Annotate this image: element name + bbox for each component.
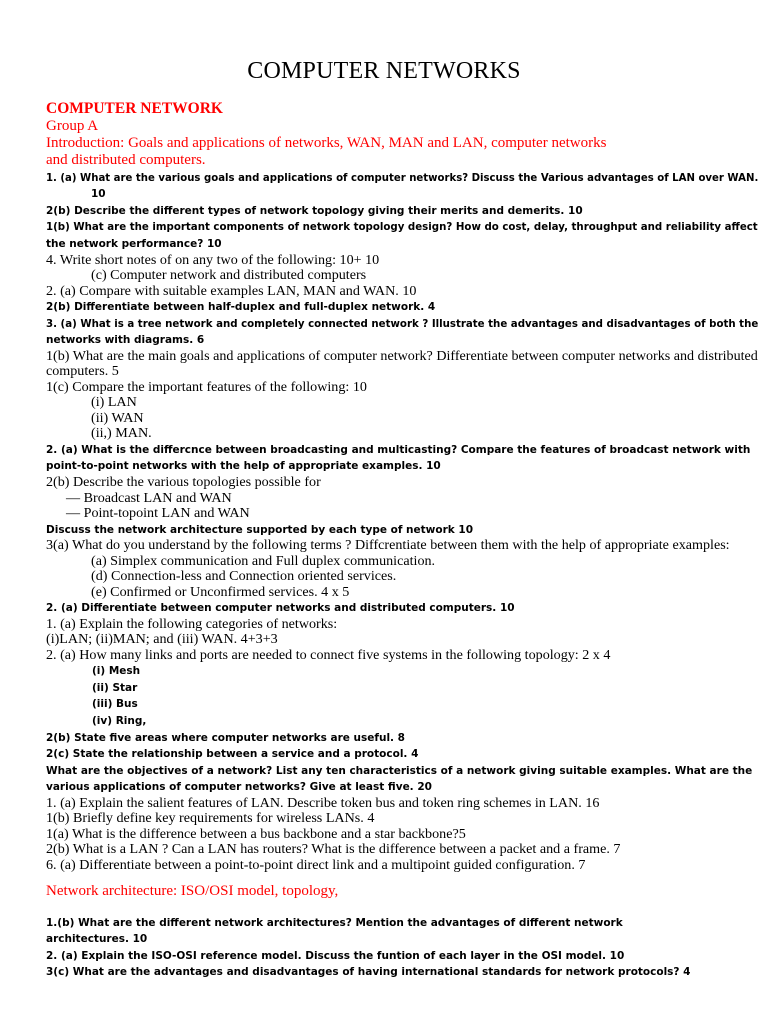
text-line: 1(b) Briefly define key requirements for wireless LANs. 4 (46, 810, 375, 827)
text-line: Group A (46, 118, 99, 134)
text-line: 1. (a) Explain the following categories of networks: (46, 615, 338, 632)
text-line: (ii,) MAN. (91, 425, 152, 442)
text-line: (ii) WAN (91, 409, 144, 426)
text-line: (e) Confirmed or Unconfirmed services. 4 x 5 (91, 583, 350, 600)
text-line: What are the objectives of a network? List any ten characteristics of a network giving suitable examples. What are the (46, 764, 753, 777)
text-line: 2. (a) Explain the ISO-OSI reference model. Discuss the funtion of each layer in the OSI model. 10 (46, 949, 625, 962)
text-line: 6. (a) Differentiate between a point-to-point direct link and a multipoint guided configuration. 7 (46, 856, 586, 873)
text-line: (i) LAN (91, 394, 137, 411)
text-line: (i)LAN; (ii)MAN; and (iii) WAN. 4+3+3 (46, 631, 278, 648)
text-line: (iv) Ring, (92, 715, 147, 728)
text-line: 1(a) What is the difference between a bus backbone and a star backbone?5 (46, 825, 466, 842)
text-line: (iii) Bus (92, 698, 138, 711)
text-line: 1(c) Compare the important features of the following: 10 (46, 378, 367, 395)
text-line: (i) Mesh (92, 665, 141, 678)
text-line: Network architecture: ISO/OSI model, topology, (46, 883, 339, 900)
document-title: COMPUTER NETWORKS (247, 58, 521, 84)
text-line: 10 (91, 188, 106, 201)
text-line: (ii) Star (92, 681, 138, 694)
text-line: 2(c) State the relationship between a service and a protocol. 4 (46, 748, 419, 761)
text-line: the network performance? 10 (46, 237, 222, 250)
text-line: 1(b) What are the main goals and applications of computer network? Differentiate between computer networks and distributed (46, 347, 758, 364)
text-line: (a) Simplex communication and Full duplex communication. (91, 552, 436, 569)
text-line: 1.(b) What are the different network architectures? Mention the advantages of different network (46, 916, 623, 929)
text-line: 3(a) What do you understand by the following terms ? Diffcrentiate between them with the help of appropriate examples: (46, 537, 730, 554)
text-line: computers. 5 (46, 363, 119, 380)
text-line: point-to-point networks with the help of appropriate examples. 10 (46, 460, 441, 473)
text-line: — Broadcast LAN and WAN (66, 489, 232, 506)
text-line: (d) Connection-less and Connection oriented services. (91, 568, 397, 585)
text-line: 3(c) What are the advantages and disadvantages of having international standards for network protocols? 4 (46, 966, 691, 979)
text-line: networks with diagrams. 6 (46, 334, 205, 347)
text-line: 2(b) What is a LAN ? Can a LAN has routers? What is the difference between a packet and a frame. 7 (46, 841, 621, 858)
text-line: 2(b) State five areas where computer networks are useful. 8 (46, 731, 405, 744)
text-line: — Point-topoint LAN and WAN (66, 505, 250, 522)
text-line: 1. (a) Explain the salient features of LAN. Describe token bus and token ring schemes in LAN. 16 (46, 794, 600, 811)
text-line: 4. Write short notes of on any two of the following: 10+ 10 (46, 251, 380, 268)
text-line: 3. (a) What is a tree network and completely connected network ? Illustrate the advantages and disadvantages of both the (46, 317, 759, 330)
text-line: 2. (a) Compare with suitable examples LAN, MAN and WAN. 10 (46, 282, 417, 299)
text-line: COMPUTER NETWORK (46, 100, 223, 117)
text-line: 2(b) Describe the different types of network topology giving their merits and demerits. 10 (46, 204, 583, 217)
text-line: architectures. 10 (46, 933, 148, 946)
text-line: 2. (a) What is the differcnce between broadcasting and multicasting? Compare the features of broadcast network with (46, 443, 751, 456)
text-line: and distributed computers. (46, 152, 206, 169)
text-line: 2. (a) Differentiate between computer networks and distributed computers. 10 (46, 602, 515, 615)
document-body (46, 100, 759, 981)
text-line: Introduction: Goals and applications of networks, WAN, MAN and LAN, computer networks (46, 135, 607, 152)
text-line: 1. (a) What are the various goals and applications of computer networks? Discuss the Various advantages of LAN over WAN. (46, 171, 759, 184)
text-line: (c) Computer network and distributed computers (91, 267, 367, 284)
text-line: 2(b) Differentiate between half-duplex and full-duplex network. 4 (46, 301, 436, 314)
text-line: 1(b) What are the important components of network topology design? How do cost, delay, throughput and reliability affect (46, 221, 758, 234)
text-line: 2(b) Describe the various topologies possible for (46, 474, 321, 491)
text-line: 2. (a) How many links and ports are needed to connect five systems in the following topology: 2 x 4 (46, 646, 611, 663)
text-line: Discuss the network architecture supported by each type of network 10 (46, 523, 474, 536)
text-line: various applications of computer networks? Give at least five. 20 (46, 781, 432, 794)
